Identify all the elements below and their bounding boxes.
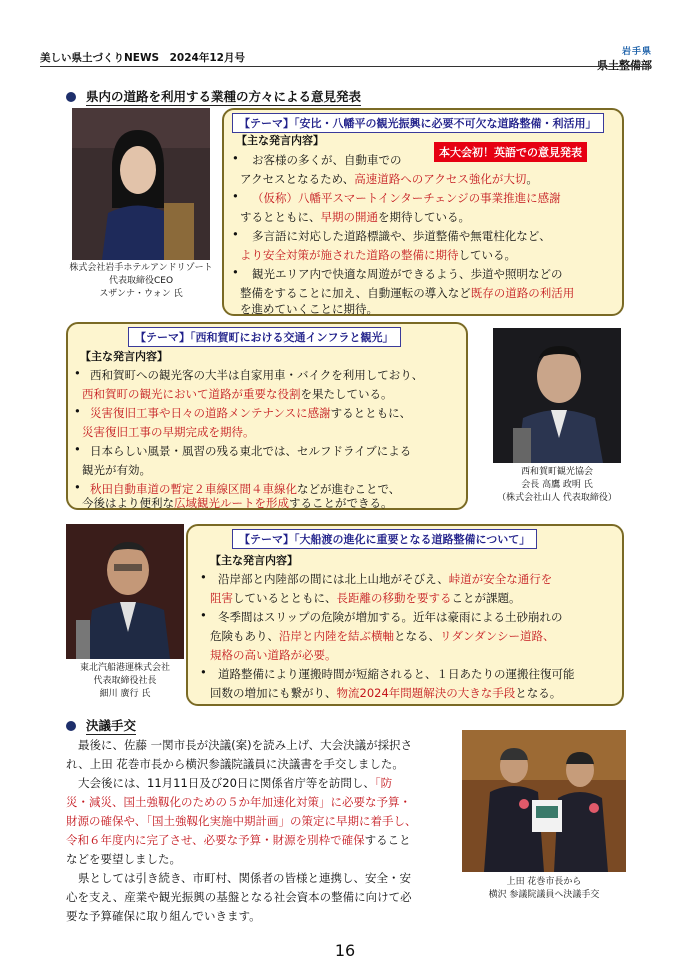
bullet: •	[232, 189, 239, 203]
speaker2-line: 災害復旧工事や日々の道路メンテナンスに感謝するとともに、	[90, 406, 412, 420]
resolution-line: 心を支え、産業や観光振興の基盤となる社会資本の整備に向けて必	[66, 890, 412, 904]
speaker1-line: するとともに、早期の開通を期待している。	[240, 210, 470, 224]
english-speech-badge: 本大会初！英語での意見発表	[434, 142, 587, 162]
speaker2-line: 今後はより便利な広域観光ルートを形成することができる。	[82, 496, 393, 510]
bullet-dot-icon	[66, 721, 76, 731]
header-rule	[40, 66, 650, 67]
newsletter-title: 美しい県土づくりNEWS 2024年12月号	[40, 52, 245, 64]
resolution-line: 災・減災、国土強靱化のための５か年加速化対策」に必要な予算・	[66, 795, 411, 809]
speaker3-theme: 【テーマ】「大船渡の進化に重要となる道路整備について」	[232, 529, 537, 549]
bullet: •	[74, 480, 81, 494]
bullet: •	[232, 265, 239, 279]
resolution-text	[66, 736, 466, 926]
bullet: •	[232, 151, 239, 165]
speaker3-box	[186, 524, 624, 706]
resolution-line: 大会後には、11月11日及び20日に関係省庁等を訪問し、「防	[78, 776, 393, 790]
logo-prefecture: 岩手県	[621, 47, 652, 57]
speaker2-photo	[493, 328, 621, 463]
handover-photo	[462, 730, 626, 872]
bullet: •	[74, 366, 81, 380]
speaker3-subheading: 【主な発言内容】	[210, 554, 298, 567]
bullet: •	[200, 570, 207, 584]
speaker1-line: を進めていくことに期待。	[240, 302, 378, 316]
speaker2-line: 観光が有効。	[82, 463, 151, 477]
speaker1-line: アクセスとなるため、高速道路へのアクセス強化が大切。	[240, 172, 538, 186]
speaker1-caption: 株式会社岩手ホテルアンドリゾート 代表取締役CEO スザンナ・ウォン 氏	[69, 263, 213, 299]
speaker1-line: 観光エリア内で快適な周遊ができるよう、歩道や照明などの	[252, 267, 563, 281]
speaker2-box	[66, 322, 468, 510]
speaker1-line: 多言語に対応した道路標識や、歩道整備や無電柱化など、	[252, 229, 551, 243]
bullet-dot-icon	[66, 92, 76, 102]
logo-department: 県土整備部	[597, 59, 652, 72]
speaker1-line: お客様の多くが、自動車での	[252, 153, 402, 167]
dept-logo	[597, 44, 652, 73]
speaker1-theme: 【テーマ】「安比・八幡平の観光振興に必要不可欠な道路整備・利活用」	[232, 113, 604, 133]
speaker2-subheading: 【主な発言内容】	[80, 350, 168, 363]
speaker2-line: 西和賀町への観光客の大半は自家用車・バイクを利用しており、	[90, 368, 424, 382]
speaker1-subheading: 【主な発言内容】	[236, 134, 324, 147]
bullet: •	[232, 227, 239, 241]
speaker3-line: 回数の増加にも繋がり、物流2024年問題解決の大きな手段となる。	[210, 686, 562, 700]
speaker2-line: 秋田自動車道の暫定２車線区間４車線化などが進むことで、	[90, 482, 401, 496]
speaker2-theme: 【テーマ】「西和賀町における交通インフラと観光」	[128, 327, 401, 347]
speaker3-line: 阻害しているとともに、長距離の移動を要することが課題。	[210, 591, 521, 605]
speaker3-line: 冬季間はスリップの危険が増加する。近年は豪雨による土砂崩れの	[218, 610, 563, 624]
section-title-resolution: 決議手交	[66, 716, 136, 734]
speaker1-line: より安全対策が施された道路の整備に期待している。	[240, 248, 516, 262]
resolution-line: 県としては引き続き、市町村、関係者の皆様と連携し、安全・安	[78, 871, 412, 885]
section-title-opinions: 県内の道路を利用する業種の方々による意見発表	[66, 87, 361, 105]
resolution-line: 最後に、佐藤 一関市長が決議(案)を読み上げ、大会決議が採択さ	[78, 738, 413, 752]
bullet: •	[74, 404, 81, 418]
speaker3-photo	[66, 524, 184, 659]
speaker3-line: 危険もあり、沿岸と内陸を結ぶ横軸となる、リダンダンシー道路、	[210, 629, 555, 643]
speaker1-line: 整備をすることに加え、自動運転の導入など既存の道路の利活用	[240, 286, 575, 300]
speaker3-line: 沿岸部と内陸部の間には北上山地がそびえ、峠道が安全な通行を	[218, 572, 553, 586]
speaker2-line: 西和賀町の観光において道路が重要な役割を果たしている。	[82, 387, 393, 401]
resolution-line: れ、上田 花巻市長から横沢参議院議員に決議書を手交しました。	[66, 757, 404, 771]
bullet: •	[74, 442, 81, 456]
speaker1-box	[222, 108, 624, 316]
speaker3-line: 道路整備により運搬時間が短縮されると、１日あたりの運搬往復可能	[218, 667, 575, 681]
speaker2-caption: 西和賀町観光協会 会長 高鷹 政明 氏 （株式会社山人 代表取締役）	[497, 467, 617, 503]
speaker1-line: （仮称）八幡平スマートインターチェンジの事業推進に感謝	[252, 191, 561, 205]
speaker2-line: 災害復旧工事の早期完成を期待。	[82, 425, 255, 439]
speaker2-line: 日本らしい風景・風習の残る東北では、セルフドライブによる	[90, 444, 412, 458]
speaker3-caption: 東北汽船港運株式会社 代表取締役社長 細川 廣行 氏	[79, 663, 170, 699]
bullet: •	[200, 608, 207, 622]
bullet: •	[200, 665, 207, 679]
resolution-line: 令和６年度内に完了させ、必要な予算・財源を別枠で確保すること	[66, 833, 411, 847]
handover-caption: 上田 花巻市長から 横沢 参議院議員へ決議手交	[488, 877, 600, 900]
speaker3-line: 規格の高い道路が必要。	[210, 648, 337, 662]
page-number: 16	[334, 941, 356, 960]
resolution-line: 要な予算確保に取り組んでいきます。	[66, 909, 261, 923]
resolution-line: 財源の確保や、「国土強靱化実施中期計画」の策定に早期に着手し、	[66, 814, 417, 828]
resolution-line: などを要望しました。	[66, 852, 181, 866]
speaker1-photo	[72, 108, 210, 260]
